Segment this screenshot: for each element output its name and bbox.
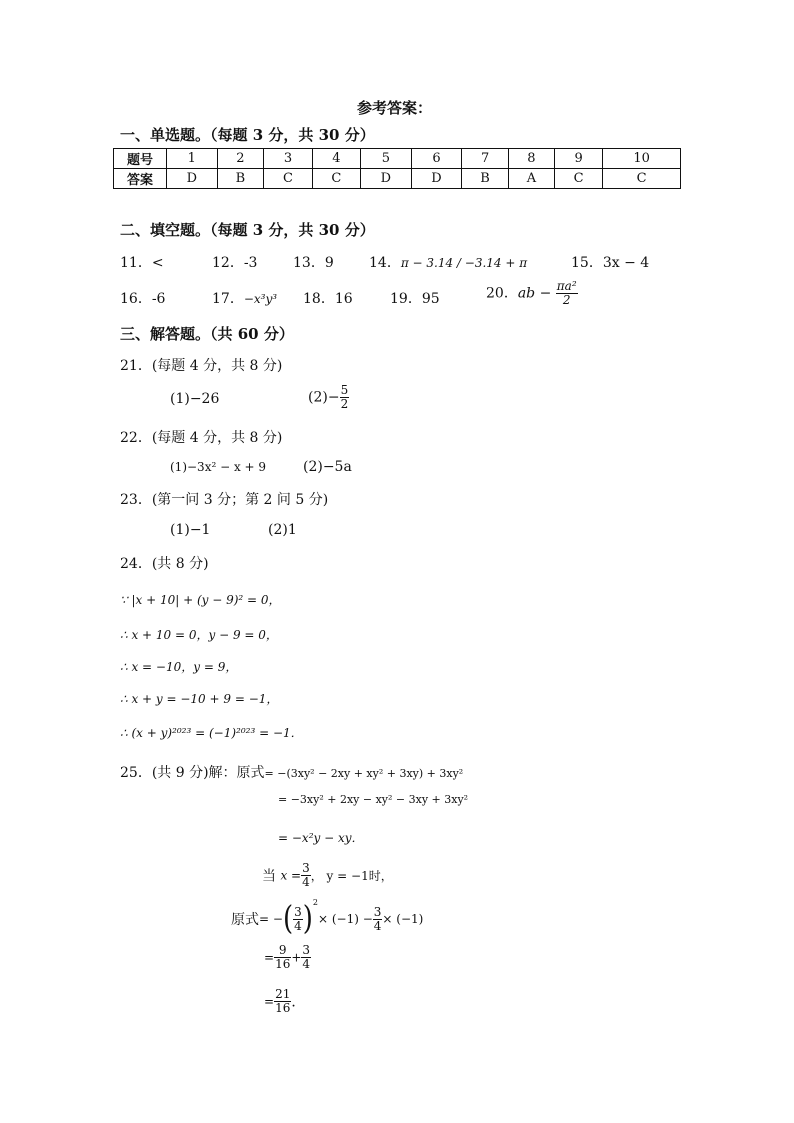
q22-heading: 22．(每题 4 分，共 8 分) <box>120 430 283 446</box>
q21-answer-2-fraction <box>340 384 350 411</box>
q25-result-2 <box>264 988 305 1015</box>
table-cell: B <box>217 169 264 189</box>
q25-line-3: = −x²y − xy． <box>278 831 364 845</box>
fraction-denominator: 16 <box>275 957 291 971</box>
section3-heading: 三、解答题。（共 60 分） <box>120 325 294 343</box>
answer-table <box>113 148 681 189</box>
q24-line-2: ∴ x + 10 = 0，y − 9 = 0， <box>120 628 278 642</box>
q25-sub-label: 原式 <box>231 912 259 928</box>
q25-label: 25．(共 9 分)解：原式 <box>120 765 265 781</box>
q25-line-2: = −3xy² + 2xy − xy² − 3xy + 3xy² <box>278 793 469 806</box>
fraction-numerator: 3 <box>294 904 302 919</box>
answer-17-label: 17． <box>212 291 244 307</box>
answer-16: 16．-6 <box>120 291 166 307</box>
answer-17 <box>212 288 277 308</box>
q21-answer-1: (1)−26 <box>170 391 220 407</box>
q25-result-fraction-1 <box>274 944 291 971</box>
table-cell: 5 <box>361 149 412 169</box>
plus-sign: + <box>291 950 302 965</box>
q25-when-y: ， y = −1时， <box>310 869 393 883</box>
fraction-denominator: 4 <box>373 918 382 933</box>
q24-line-3: ∴ x = −10，y = 9， <box>120 660 238 674</box>
right-paren-icon: ) <box>302 900 313 938</box>
table-cell: 6 <box>411 149 462 169</box>
answer-11: 11．< <box>120 255 164 271</box>
table-cell: D <box>167 169 218 189</box>
table-cell: 7 <box>462 149 509 169</box>
section1-heading: 一、单选题。（每题 3 分，共 30 分） <box>120 126 375 144</box>
fraction-denominator: 4 <box>302 875 310 889</box>
q25-final-fraction <box>274 988 291 1015</box>
answer-13: 13．9 <box>293 255 334 271</box>
q25-sub-eq: = − <box>259 912 283 926</box>
q25-line-1: = −(3xy² − 2xy + xy² + 3xy) + 3xy² <box>264 767 464 780</box>
answer-18: 18．16 <box>303 291 353 307</box>
row-label-number: 题号 <box>114 149 167 169</box>
q25-when-label: 当 <box>262 868 276 885</box>
q25-sub-end: × (−1) <box>382 912 424 926</box>
fraction-denominator: 2 <box>562 293 571 307</box>
table-cell: D <box>361 169 412 189</box>
answer-19: 19．95 <box>390 291 440 307</box>
q25-heading <box>120 762 463 782</box>
page-title: 参考答案： <box>357 99 433 117</box>
table-cell: A <box>508 169 554 189</box>
q24-line-4: ∴ x + y = −10 + 9 = −1， <box>120 692 279 706</box>
answer-17-expr: −x³y³ <box>243 292 278 306</box>
fraction-numerator: πa² <box>556 279 577 293</box>
answer-20-label: 20． <box>486 285 518 302</box>
q25-sub-fraction-1 <box>293 906 303 933</box>
table-cell: 8 <box>508 149 554 169</box>
table-cell: B <box>462 169 509 189</box>
q25-sub-mid: × (−1) − <box>317 912 373 926</box>
q24-heading: 24．(共 8 分) <box>120 556 209 572</box>
q25-result-1 <box>264 944 311 971</box>
equals-sign: = <box>264 950 275 965</box>
q22-answer-1: (1)−3x² − x + 9 <box>170 460 267 474</box>
q23-answer-1: (1)−1 <box>170 522 211 538</box>
table-row <box>114 169 681 189</box>
row-label-answer: 答案 <box>114 169 167 189</box>
answer-20-fraction <box>556 280 578 307</box>
table-cell: 3 <box>264 149 312 169</box>
table-cell: 2 <box>217 149 264 169</box>
table-cell: C <box>264 169 312 189</box>
table-cell: 10 <box>603 149 681 169</box>
answer-14-label: 14． <box>369 255 401 271</box>
answer-14-expr: π − 3.14 / −3.14 + π <box>400 256 528 270</box>
table-cell: C <box>554 169 602 189</box>
answer-20 <box>486 280 578 307</box>
answer-14 <box>369 252 527 272</box>
fraction-numerator: 5 <box>340 383 349 397</box>
table-cell: 1 <box>167 149 218 169</box>
q24-line-1: ∵ |x + 10| + (y − 9)² = 0， <box>120 593 281 607</box>
answer-15: 15．3x − 4 <box>571 255 650 271</box>
fraction-numerator: 21 <box>275 987 291 1001</box>
period: ． <box>291 994 306 1011</box>
table-cell: 9 <box>554 149 602 169</box>
answer-12: 12．-3 <box>212 255 258 271</box>
equals-sign: = <box>264 994 275 1009</box>
q25-result-fraction-2 <box>301 944 311 971</box>
table-cell: C <box>312 169 360 189</box>
fraction-numerator: 3 <box>373 904 382 919</box>
fraction-numerator: 3 <box>302 861 310 875</box>
q25-when-x: x = <box>280 868 302 883</box>
fraction-numerator: 3 <box>302 943 311 957</box>
q25-condition <box>262 862 393 889</box>
q25-substitution: 原式= −( $\frac{3}{4}$ )$^2$× (−1) − $\frac{3}{4}$ × (−1) <box>231 898 424 938</box>
fraction-numerator: 9 <box>274 944 291 958</box>
q23-answer-2: (2)1 <box>268 522 297 538</box>
q21-answer-2-prefix: (2)− <box>308 389 340 406</box>
fraction-denominator: 2 <box>340 397 349 411</box>
fraction-denominator: 4 <box>294 918 302 933</box>
fraction-denominator: 4 <box>302 957 311 971</box>
q22-answer-2: (2)−5a <box>303 459 352 475</box>
table-cell: C <box>603 169 681 189</box>
q24-line-5: ∴ (x + y)²⁰²³ = (−1)²⁰²³ = −1． <box>120 726 303 740</box>
q25-when-fraction <box>301 862 311 889</box>
section2-heading: 二、填空题。（每题 3 分，共 30 分） <box>120 221 375 239</box>
fraction-denominator: 16 <box>275 1001 291 1015</box>
q23-heading: 23．(第一问 3 分；第 2 问 5 分) <box>120 492 329 508</box>
table-cell: 4 <box>312 149 360 169</box>
q21-answer-2 <box>308 384 349 411</box>
left-paren-icon: ( <box>282 900 294 938</box>
table-row <box>114 149 681 169</box>
table-cell: D <box>411 169 462 189</box>
q25-sub-fraction-2 <box>373 906 383 933</box>
answer-20-pre: ab − <box>517 285 552 302</box>
q21-heading: 21．(每题 4 分，共 8 分) <box>120 358 283 374</box>
